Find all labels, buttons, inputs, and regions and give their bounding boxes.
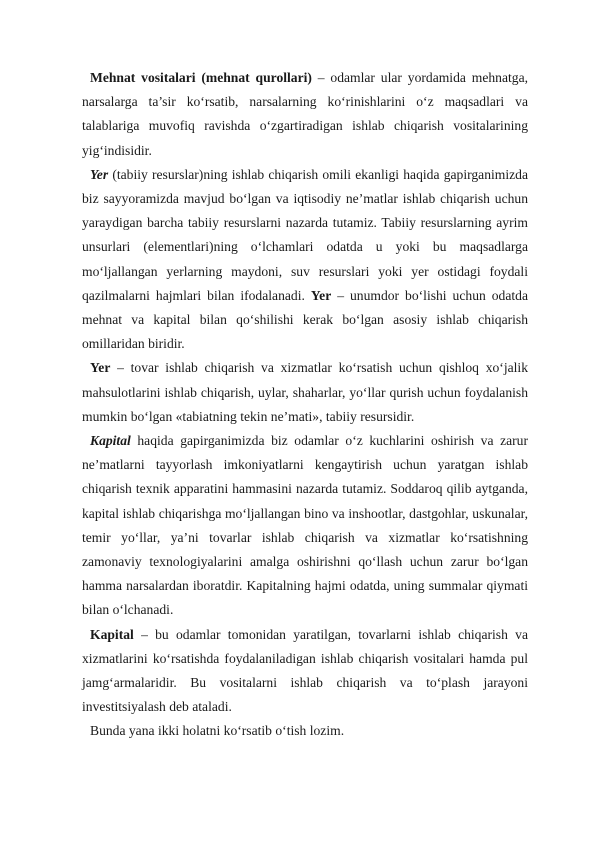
paragraph-closing	[82, 719, 528, 743]
paragraph-text-continued: – unumdor bo‘lishi uchun odatda mehnat va kapital bilan qo‘shilishi kerak bo‘lgan asosiy ishlab chiqarish omillaridan biridir.	[82, 287, 528, 352]
paragraph-text: – tovar ishlab chiqarish va xizmatlar ko‘rsatish uchun qishloq xo‘jalik mahsulotlarini ishlab chiqarish, uylar, shaharlar, yo‘llar qurish uchun foydalanish mumkin bo‘lgan «tabiatning tekin ne’mati», tabiiy resursidir.	[82, 360, 528, 424]
term-kapital-italic: Kapital	[90, 433, 131, 449]
paragraph-text: (tabiiy resurslar)ning ishlab chiqarish omili ekanligi haqida gapirganimizda biz sayyoramizda mavjud bo‘lgan va iqtisodiy ne’matlar ishlab chiqarish uchun yaraydigan barcha tabiiy resurslarni nazarda tutamiz. Tabiiy resurslarning ayrim unsurlari (elementlari)ning o‘lchamlari odatda u yoki bu maqsadlarga mo‘ljallangan yerlarning maydoni, suv resurslari yoki yer ostidagi foydali qazilmalarni hajmlari bilan ifodalanadi.	[82, 166, 528, 303]
term-yer-inline: Yer	[310, 287, 332, 303]
document-page	[82, 66, 528, 744]
paragraph-text: – odamlar ular yordamida mehnatga, narsalarga ta’sir ko‘rsatib, narsalarning ko‘rinishlarini o‘z maqsadlari va talablariga muvofiq ravishda o‘zgartiradigan ishlab chiqarish vositalarining yig‘indisidir.	[82, 70, 528, 158]
paragraph-kapital-definition	[82, 623, 528, 720]
term-yer: Yer	[90, 360, 111, 376]
term-mehnat-vositalari: Mehnat vositalari (mehnat qurollari)	[90, 70, 312, 85]
paragraph-mehnat-vositalari	[82, 66, 528, 163]
paragraph-yer-definition	[82, 356, 528, 429]
term-kapital: Kapital	[90, 626, 134, 642]
paragraph-text: haqida gapirganimizda biz odamlar o‘z kuchlarini oshirish va zarur ne’matlarni tayyorlash imkoniyatlarni kengaytirish uchun yaratgan ishlab chiqarish texnik apparatini hammasini nazarda tutamiz. Soddaroq qilib aytganda, kapital ishlab chiqarishga mo‘ljallangan bino va inshootlar, dastgohlar, uskunalar, temir yo‘llar, ya’ni tovarlar ishlab chiqarish va xizmatlar ko‘rsatishning zamonaviy texnologiyalarini amalga oshirishni qo‘llash uchun zarur bo‘lgan hamma narsalardan iboratdir. Kapitalning hajmi odatda, uning summalar qiymati bilan o‘lchanadi.	[82, 433, 528, 618]
paragraph-text: Bunda yana ikki holatni ko‘rsatib o‘tish lozim.	[90, 723, 345, 739]
paragraph-kapital-haqida	[82, 429, 528, 623]
paragraph-text: – bu odamlar tomonidan yaratilgan, tovarlarni ishlab chiqarish va xizmatlarini ko‘rsatishda foydalaniladigan ishlab chiqarish vositalari hamda pul jamg‘armalaridir. Bu vositalarni ishlab chiqarish va to‘plash jarayoni investitsiyalash deb ataladi.	[82, 626, 528, 715]
term-yer-italic: Yer	[90, 166, 109, 182]
paragraph-yer-tabiiy-resurslar	[82, 163, 528, 357]
